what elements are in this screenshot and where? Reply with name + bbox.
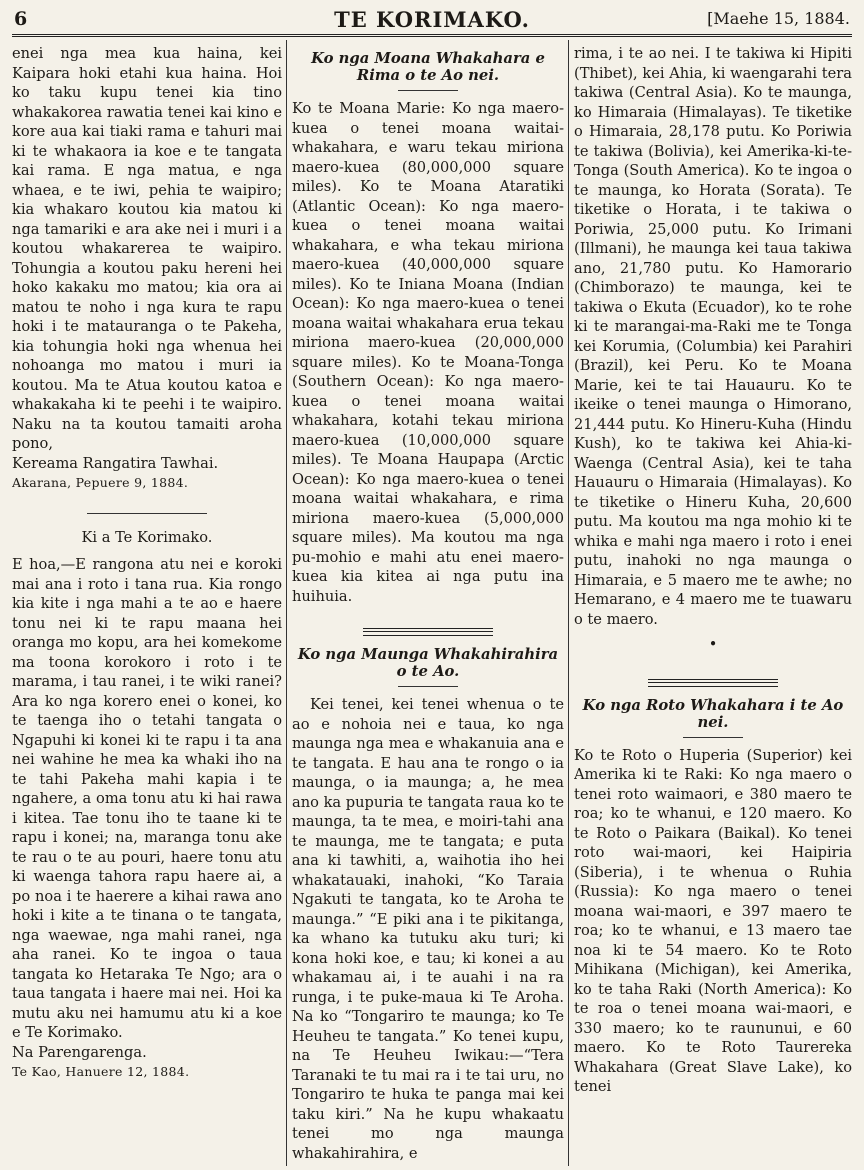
letter-2-signature: Na Parengarenga. [12, 1043, 147, 1061]
header-rule [12, 34, 852, 37]
letter-2-place-date: Te Kao, Hanuere 12, 1884. [12, 1064, 190, 1079]
column-1 [12, 44, 282, 1166]
issue-date: [Maehe 15, 1884. [707, 9, 850, 28]
mountains-heading: Ko nga Maunga Whakahirahira o te Ao. [297, 646, 559, 680]
heading-rule [398, 686, 458, 687]
lakes-body: Ko te Roto o Huperia (Superior) kei Amerika ki te Raki: Ko nga maero o tenei roto waimaori, e 380 maero te roa; ko te whanui, e 120 maero. Ko te Roto o Paikara (Baikal). Ko tenei roto wai-maori, kei Haipiria (Siberia), i te whenua o Ruhia (Russia): Ko nga maero o tenei moana wai-maori, e 397 maero te roa; ko te whanui, e 13 maero tae noa ki te 54 maero. Ko te Roto Mihikana (Michigan), kei Amerika, ko te taha Raki (North America): Ko te roa o tenei moana wai-maori, e 330 maero; ko te raununui, e 60 maero. Ko te Roto Taurereka Whakahara (Great Slave Lake), ko tenei [574, 746, 852, 1095]
heading-rule [683, 737, 743, 738]
oceans-heading: Ko nga Moana Whakahara e Rima o te Ao nei. [311, 50, 545, 84]
article-separator [87, 513, 207, 514]
column-2 [292, 44, 564, 1166]
page-number: 6 [14, 8, 28, 30]
article-separator [363, 628, 493, 636]
column-divider-1 [286, 40, 287, 1166]
oceans-body: Ko te Moana Marie: Ko nga maero-kuea o tenei moana waitai-whakahara, e waru tekau miriona maero-kuea (80,000,000 square miles). Ko te Moana Ataratiki (Atlantic Ocean): Ko nga maero-kuea o tenei moana waitai whakahara, e wha tekau miriona maero-kuea (40,000,000 square miles). Ko te Iniana Moana (Indian Ocean): Ko nga maero-kuea o tenei moana waitai whakahara erua tekau miriona maero-kuea (20,000,000 square miles). Ko te Moana-Tonga (Southern Ocean): Ko nga maero-kuea o tenei moana waitai whakahara, kotahi tekau miriona maero-kuea (10,000,000 square miles). Te Moana Haupapa (Arctic Ocean): Ko nga maero-kuea o tenei moana waitai whakahara, e rima miriona maero-kuea (5,000,000 square miles). Ma koutou ma nga pu-mohio e mahi atu enei maero-kuea kia kitea ai nga putu ina huihuia. [292, 100, 564, 605]
column-3 [574, 44, 852, 1166]
mountains-body: Kei tenei, kei tenei whenua o te ao e nohoia nei e taua, ko nga maunga nga mea e whakanuia ana e te tangata. E hau ana te rongo o ia maunga, o ia maunga; a, he mea ano ka pupuria te tangata raua ko te maunga, ta te mea, e moiri-tahi ana te maunga, me te tangata; e puta ana ki tawhiti, a, waihotia iho hei whakatauaki, inahoki, “Ko Taraia Ngakuti te tangata, ko te Aroha te maunga.” “E piki ana i te pikitanga, ka whano ka tutuku aku turi; ki kona hoki koe, e tau; ki konei a au whakamau ai, i te auahi i na ra runga, i te puke-maua ki Te Aroha. Na ko “Tongariro te maunga; ko Te Heuheu te tangata.” Ko tenei kupu, na Te Heuheu Iwikau:—“Tera Taranaki te tu mai ra i te tai uru, no Tongariro te huka te panga mai kei taku kiri.” Na he kupu whakaatu tenei mo nga maunga whakahirahira, e [292, 696, 564, 1162]
letter-2-body: E hoa,—E rangona atu nei e koroki mai ana i roto i tana rua. Kia rongo kia kite i nga mahi a te ao e haere tonu nei ki te rapu maana hei oranga mo kopu, ara hei komekome ma toona korokoro i roto i te marama, i tau ranei, i te wiki ranei? Ara ko nga korero enei o konei, ko te taenga iho o tetahi tangata o Ngapuhi ki konei ki te rapu i ta ana nei wahine he mea ka whaki iho na te tahi Pakeha mahi kapia i te ngahere, a oma tonu atu ki hai rawa i kitea. Tae tonu iho te taane ki te rapu i konei; na, maranga tonu ake te rau o te au pouri, haere tonu atu ki waenga tahora rapu haere ai, a po noa i te haerere a kihai rawa ano hoki i kite a te tinana o te tangata, nga waewae, nga mahi ranei, nga aha ranei. Ko te ingoa o taua tangata ko Hetaraka Te Ngo; ara o taua tangata i haere mai nei. Hoi ka mutu aku nei hamumu atu ki a koe e Te Korimako. [12, 556, 282, 1041]
newspaper-title: TE KORIMAKO. [334, 7, 530, 32]
letter-1-body: enei nga mea kua haina, kei Kaipara hoki etahi kua haina. Hoi ko taku kupu tenei kia tino whakakorea rawatia tenei kai kino e kore aua kai tiaki rama e tahuri mai ki te whakaora ia koe e te tangata kai rama. E nga matua, e nga whaea, e te iwi, pehia te waipiro; kia whakaro koutou kia matou ki nga tamariki e ara ake nei i muri i a koutou whakarerea te waipiro. Tohungia a koutou paku hereni hei hoko kakaku mo matou; kia ora ai matou te noho i nga kura te rapu hoki i te matauranga o te Pakeha, kia tohungia hoki nga whenua hei nohoanga mo matou i muri ia koutou. Ma te Atua koutou katoa e whakakaha ki te peehi i te waipiro. Naku na ta koutou tamaiti aroha pono, [12, 45, 282, 452]
page-header [14, 6, 850, 34]
letter-2-heading: Ki a Te Korimako. [81, 528, 213, 546]
article-separator [648, 679, 778, 687]
ornament-dot: • [708, 636, 718, 653]
letter-1-place-date: Akarana, Pepuere 9, 1884. [12, 475, 189, 490]
lakes-heading: Ko nga Roto Whakahara i te Ao nei. [582, 696, 844, 731]
letter-1-signature: Kereama Rangatira Tawhai. [12, 454, 219, 472]
heading-rule [398, 90, 458, 91]
column-divider-2 [568, 40, 569, 1166]
mountains-continued-body: rima, i te ao nei. I te takiwa ki Hipiti (Thibet), kei Ahia, ki waengarahi tera takiwa (Central Asia). Ko te maunga, ko Himaraia (Himalayas). Te tiketike o Himaraia, 28,178 putu. Ko Poriwia te takiwa (Bolivia), kei Amerika-ki-te-Tonga (South America). Ko te ingoa o te maunga, ko Horata (Sorata). Te tiketike o Horata, i te takiwa o Poriwia, 25,000 putu. Ko Irimani (Illmani), he maunga kei taua takiwa ano, 21,780 putu. Ko Hamorario (Chimborazo) te maunga, kei te takiwa o Ekuta (Ecuador), ko te rohe ki te marangai-ma-Raki me te Tonga kei Korumia, (Columbia) kei Parahiri (Brazil), kei Peru. Ko te Moana Marie, kei te tai Hauauru. Ko te ikeike o tenei maunga o Himorano, 21,444 putu. Ko Hineru-Kuha (Hindu Kush), ko te takiwa kei Ahia-ki-Waenga (Central Asia), kei te taha Hauauru o Himaraia (Himalayas). Ko te tiketike o Hineru Kuha, 20,600 putu. Ma koutou ma nga mohio ki te whika e mahi nga maero i roto i enei putu, inahoki no nga maunga o Himaraia, e 5 maero me te awhe; no Hemarano, e 4 maero me te tuawaru o te maero. [574, 45, 852, 628]
